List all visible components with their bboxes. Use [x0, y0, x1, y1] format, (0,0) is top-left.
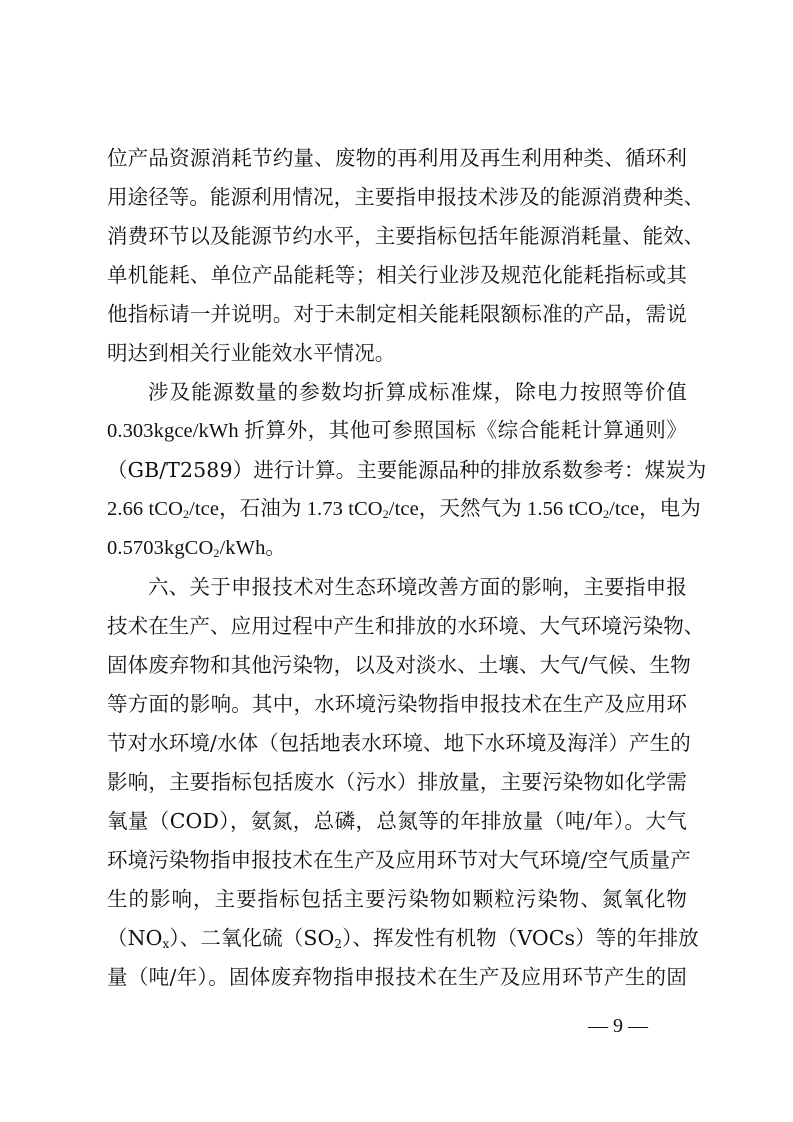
body-line: 生的影响，主要指标包括主要污染物如颗粒污染物、氮氧化物	[107, 887, 687, 911]
body-line: 单机能耗、单位产品能耗等；相关行业涉及规范化能耗指标或其	[107, 263, 687, 287]
paragraph-energy-conversion-start: 涉及能源数量的参数均折算成标准煤，除电力按照等价值	[148, 380, 687, 404]
body-line: 影响，主要指标包括废水（污水）排放量，主要污染物如化学需	[107, 770, 687, 794]
body-line: 氧量（COD），氨氮，总磷，总氮等的年排放量（吨/年）。大气	[107, 809, 687, 833]
body-line-electricity-factor: 0.5703kgCO$_2$/kWh。	[107, 537, 287, 560]
body-line: 消费环节以及能源节约水平，主要指标包括年能源消耗量、能效、	[107, 224, 705, 248]
body-line: 他指标请一并说明。对于未制定相关能耗限额标准的产品，需说	[107, 302, 687, 326]
page-number: — 9 —	[588, 1015, 648, 1037]
body-line: 明达到相关行业能效水平情况。	[107, 341, 396, 365]
body-line-emission-factors: 2.66 tCO$_2$/tce，石油为 1.73 tCO$_2$/tce，天然气为 1.56 tCO$_2$/tce，电为	[107, 498, 701, 521]
body-line: 位产品资源消耗节约量、废物的再利用及再生利用种类、循环利	[107, 146, 687, 170]
paragraph-section-six-start: 六、关于申报技术对生态环境改善方面的影响，主要指申报	[148, 575, 687, 599]
body-line: 用途径等。能源利用情况，主要指申报技术涉及的能源消费种类、	[107, 185, 705, 209]
body-line-pollutants: $(NO_x)$、二氧化硫$(SO_2)$、挥发性有机物（VOCs）等的年排放	[107, 926, 699, 951]
body-line: 0.303kgce/kWh 折算外，其他可参照国标《综合能耗计算通则》	[107, 420, 687, 442]
body-line: 量（吨/年）。固体废弃物指申报技术在生产及应用环节产生的固	[107, 965, 687, 989]
body-line: 环境污染物指申报技术在生产及应用环节对大气环境/空气质量产	[107, 848, 691, 872]
body-line: 技术在生产、应用过程中产生和排放的水环境、大气环境污染物、	[107, 614, 705, 638]
body-line: 固体废弃物和其他污染物，以及对淡水、土壤、大气/气候、生物	[107, 653, 691, 677]
body-line: 节对水环境/水体（包括地表水环境、地下水环境及海洋）产生的	[107, 731, 691, 755]
body-line: 等方面的影响。其中，水环境污染物指申报技术在生产及应用环	[107, 692, 687, 716]
document-body	[107, 139, 707, 997]
body-line: （GB/T2589）进行计算。主要能源品种的排放系数参考：煤炭为	[107, 458, 707, 482]
